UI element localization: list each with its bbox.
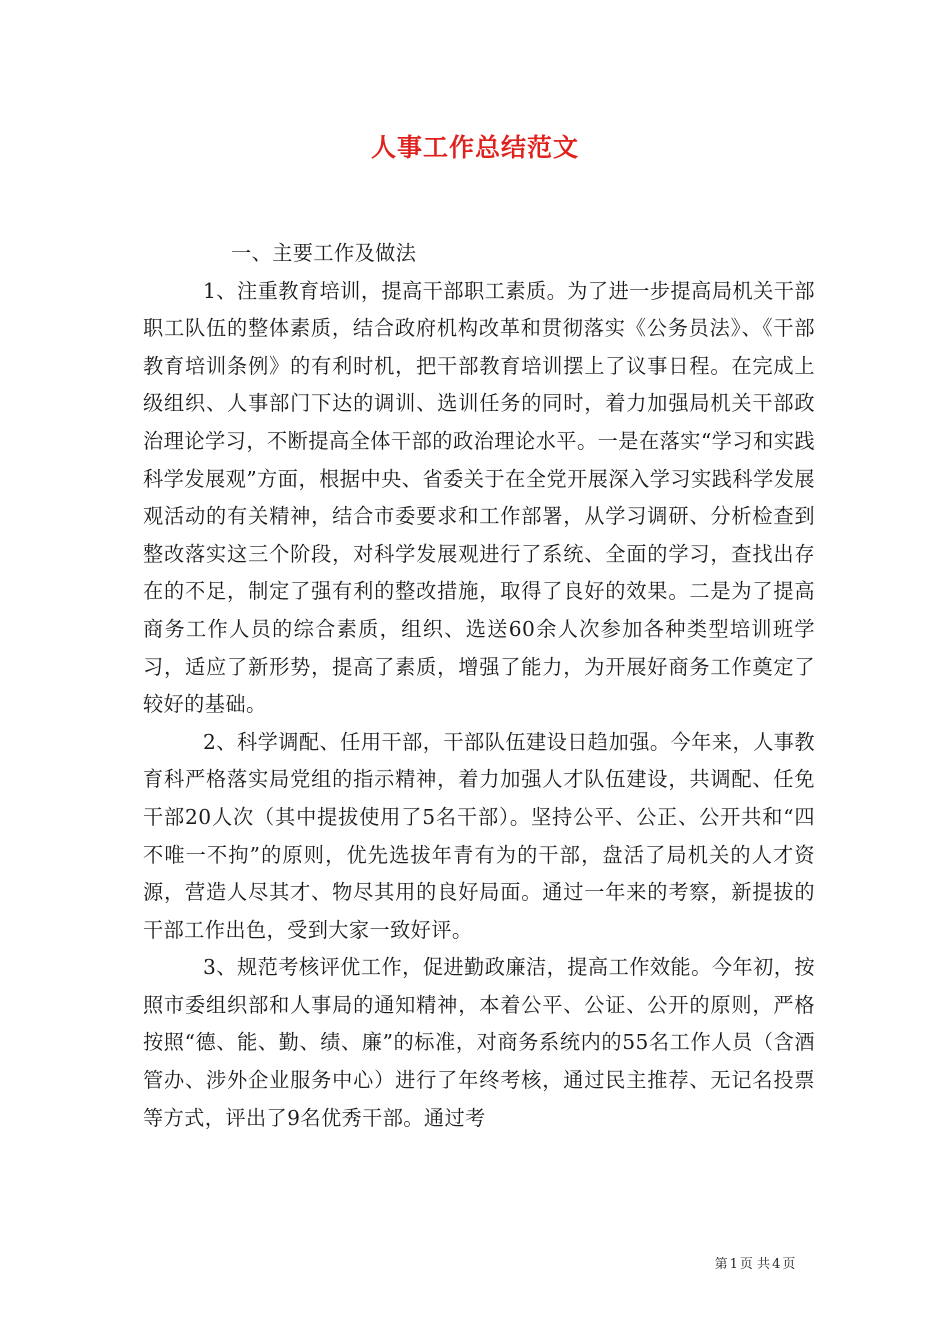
paragraph-1: 1、注重教育培训，提高干部职工素质。为了进一步提高局机关干部职工队伍的整体素质，结合政府机构改革和贯彻落实《公务员法》、《干部教育培训条例》的有利时机，把干部教育培训摆上了议事日程。在完成上级组织、人事部门下达的调训、选训任务的同时，着力加强局机关干部政治理论学习，不断提高全体干部的政治理论水平。一是在落实“学习和实践科学发展观”方面，根据中央、省委关于在全党开展深入学习实践科学发展观活动的有关精神，结合市委要求和工作部署，从学习调研、分析检查到整改落实这三个阶段，对科学发展观进行了系统、全面的学习，查找出存在的不足，制定了强有利的整改措施，取得了良好的效果。二是为了提高商务工作人员的综合素质，组织、选送60余人次参加各种类型培训班学习，适应了新形势，提高了素质，增强了能力，为开展好商务工作奠定了较好的基础。: [143, 278, 815, 717]
footer-prefix: 第: [714, 1257, 728, 1272]
document-title: 人事工作总结范文: [370, 133, 579, 162]
footer-suffix: 页: [782, 1257, 796, 1272]
section-heading: 一、主要工作及做法: [231, 241, 417, 265]
paragraph-2: 2、科学调配、任用干部，干部队伍建设日趋加强。今年来，人事教育科严格落实局党组的指示精神，着力加强人才队伍建设，共调配、任免干部20人次（其中提拔使用了5名干部）。坚持公平、公正、公开共和“四不唯一不拘”的原则，优先选拔年青有为的干部，盘活了局机关的人才资源，营造人尽其才、物尽其用的良好局面。通过一年来的考察，新提拔的干部工作出色，受到大家一致好评。: [143, 729, 815, 942]
footer-total-pages: 4: [772, 1257, 781, 1272]
footer-current-page: 1: [729, 1257, 738, 1272]
page-footer: [0, 1253, 950, 1272]
paragraph-3: 3、规范考核评优工作，促进勤政廉洁，提高工作效能。今年初，按照市委组织部和人事局的通知精神，本着公平、公证、公开的原则，严格按照“德、能、勤、绩、廉”的标准，对商务系统内的55名工作人员（含酒管办、涉外企业服务中心）进行了年终考核，通过民主推荐、无记名投票等方式，评出了9名优秀干部。通过考: [143, 955, 815, 1130]
footer-middle: 页 共: [739, 1257, 771, 1272]
document-body: [143, 235, 815, 1137]
